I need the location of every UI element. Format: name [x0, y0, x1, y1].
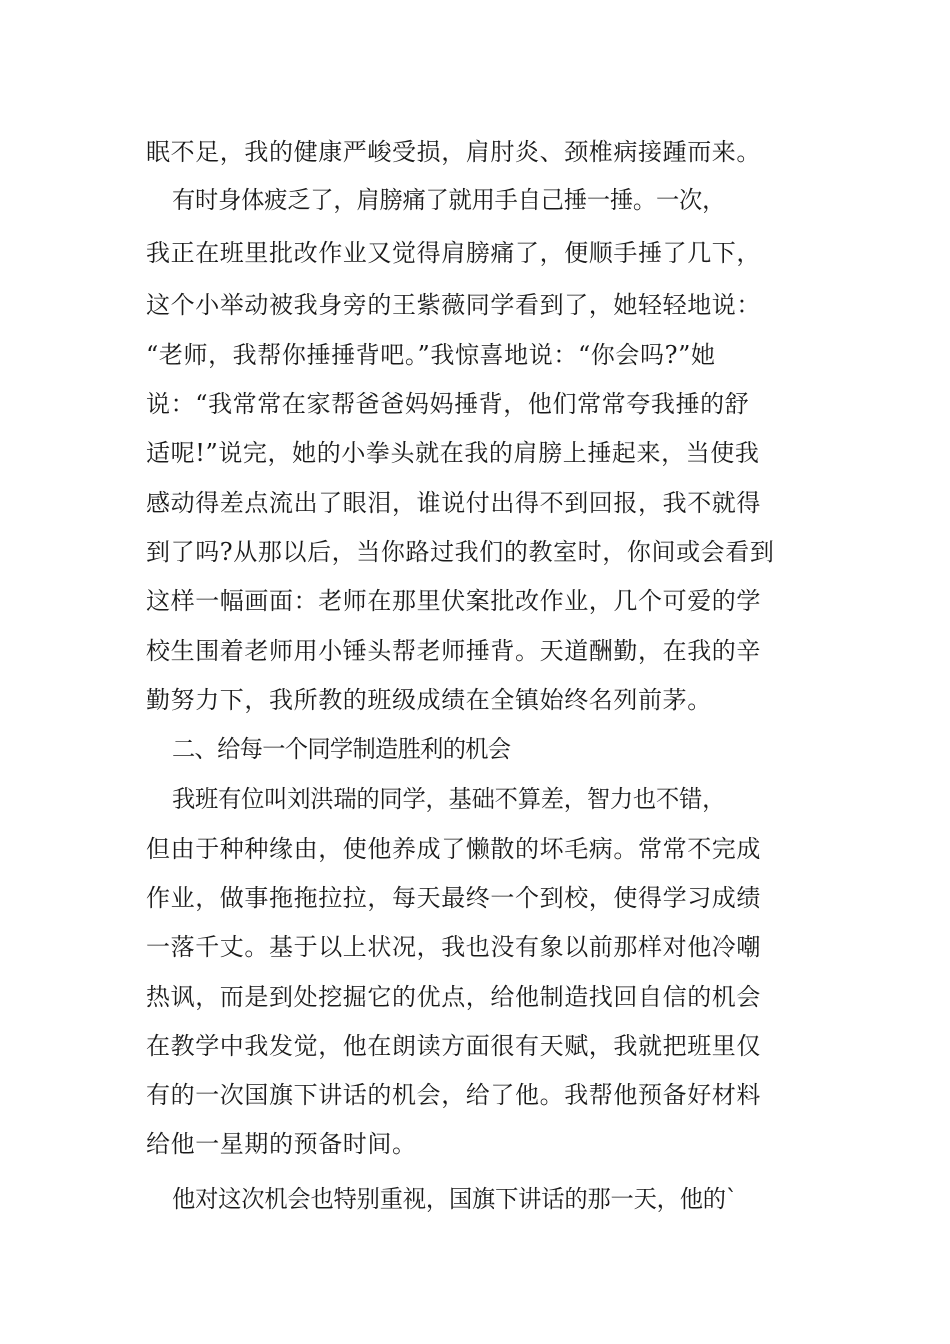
- text-line: 热讽，而是到处挖掘它的优点，给他制造找回自信的机会: [146, 983, 761, 1011]
- text-line: 适呢!”说完，她的小拳头就在我的肩膀上捶起来，当使我: [146, 439, 760, 467]
- text-line: 给他一星期的预备时间。: [146, 1130, 417, 1158]
- text-line: 勤努力下，我所教的班级成绩在全镇始终名列前茅。: [146, 686, 712, 714]
- text-line: “老师，我帮你捶捶背吧。”我惊喜地说：“你会吗?”她: [146, 341, 716, 369]
- text-line: 在教学中我发觉，他在朗读方面很有天赋，我就把班里仅: [146, 1032, 761, 1060]
- text-line: 我班有位叫刘洪瑞的同学，基础不算差，智力也不错，: [172, 785, 726, 813]
- text-line: 他对这次机会也特别重视，国旗下讲话的那一天，他的`: [172, 1185, 738, 1213]
- text-line: 眠不足，我的健康严峻受损，肩肘炎、颈椎病接踵而来。: [146, 138, 761, 166]
- text-line: 有时身体疲乏了，肩膀痛了就用手自己捶一捶。一次，: [172, 186, 726, 214]
- section-heading: 二、给每一个同学制造胜利的机会: [172, 735, 511, 763]
- text-line: 到了吗?从那以后，当你路过我们的教室时，你间或会看到: [146, 538, 775, 566]
- text-line: 这样一幅画面：老师在那里伏案批改作业，几个可爱的学: [146, 587, 761, 615]
- text-line: 但由于种种缘由，使他养成了懒散的坏毛病。常常不完成: [146, 835, 761, 863]
- text-line: 我正在班里批改作业又觉得肩膀痛了，便顺手捶了几下，: [146, 239, 761, 267]
- text-line: 这个小举动被我身旁的王紫薇同学看到了，她轻轻地说：: [146, 291, 761, 319]
- text-line: 感动得差点流出了眼泪，谁说付出得不到回报，我不就得: [146, 489, 761, 517]
- text-line: 校生围着老师用小锤头帮老师捶背。天道酬勤，在我的辛: [146, 637, 761, 665]
- text-line: 一落千丈。基于以上状况，我也没有象以前那样对他冷嘲: [146, 933, 761, 961]
- text-line: 说：“我常常在家帮爸爸妈妈捶背，他们常常夸我捶的舒: [146, 390, 750, 418]
- text-line: 有的一次国旗下讲话的机会，给了他。我帮他预备好材料: [146, 1081, 761, 1109]
- text-line: 作业，做事拖拖拉拉，每天最终一个到校，使得学习成绩: [146, 884, 761, 912]
